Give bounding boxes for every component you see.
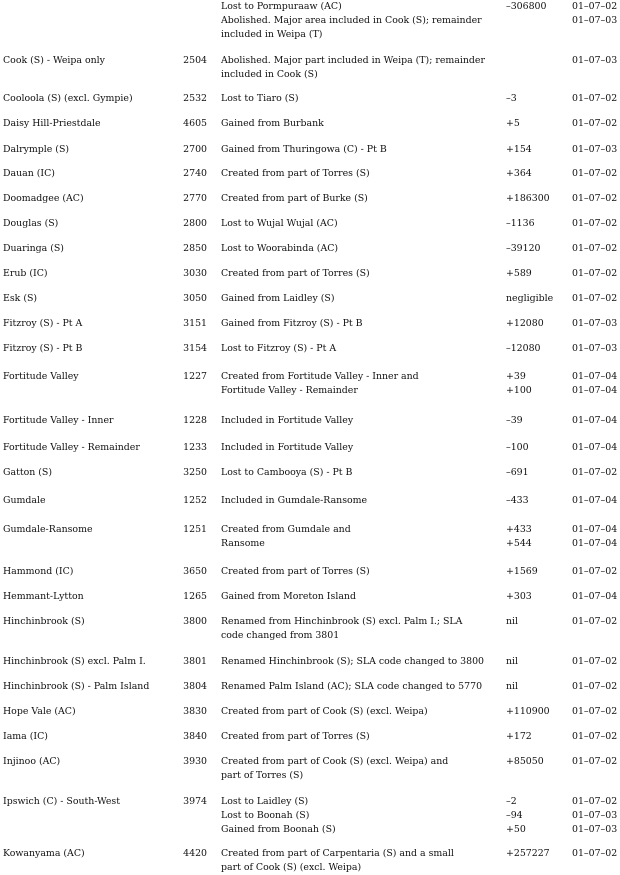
effective-date-line: 01–07–02: [572, 293, 618, 304]
population-change-line: +1569: [506, 566, 538, 577]
effective-date-line: 01–07–02: [572, 218, 618, 229]
change-description-line: Created from part of Cook (S) (excl. Weipa) and: [221, 756, 449, 767]
population-change-line: –691: [506, 467, 529, 478]
population-change-line: +544: [506, 538, 532, 549]
change-description: [221, 0, 496, 42]
change-description-line: Lost to Cambooya (S) - Pt B: [221, 467, 353, 478]
sla-code: 3800: [183, 616, 207, 627]
population-change: [506, 92, 517, 106]
population-change-line: nil: [506, 616, 519, 627]
change-description-line: Created from Gumdale and: [221, 524, 351, 535]
effective-date-line: 01–07–02: [572, 118, 618, 129]
population-change-line: negligible: [506, 293, 554, 304]
sla-code: 2532: [183, 93, 207, 104]
change-description: [221, 292, 496, 306]
change-description: [221, 847, 496, 875]
effective-date: [572, 167, 617, 181]
change-description-line: Created from part of Cook (S) (excl. Weipa): [221, 706, 428, 717]
population-change-line: –1136: [506, 218, 535, 229]
population-change-line: +154: [506, 144, 532, 155]
effective-date: [572, 655, 617, 669]
sla-name: Kowanyama (AC): [3, 848, 85, 859]
effective-date-line: 01–07–02: [572, 681, 618, 692]
sla-code: 3830: [183, 706, 207, 717]
effective-date-line: 01–07–02: [572, 848, 618, 859]
effective-date-line: 01–07–04: [572, 591, 618, 602]
sla-name: Hinchinbrook (S) excl. Palm I.: [3, 656, 146, 667]
change-description: [221, 167, 496, 181]
change-description: [221, 565, 496, 579]
change-description: [221, 342, 496, 356]
effective-date: [572, 565, 617, 579]
effective-date: [572, 466, 617, 480]
population-change-line: –94: [506, 810, 523, 821]
effective-date-line: 01–07–02: [572, 193, 618, 204]
effective-date: [572, 730, 617, 744]
population-change-line: +589: [506, 268, 532, 279]
population-change: [506, 494, 529, 508]
effective-date-line: 01–07–04: [572, 385, 618, 396]
change-description-line: included in Weipa (T): [221, 29, 323, 40]
effective-date-line: 01–07–02: [572, 756, 618, 767]
sla-name: Douglas (S): [3, 218, 59, 229]
effective-date: [572, 0, 617, 28]
population-change-line: +5: [506, 118, 520, 129]
change-description: [221, 370, 496, 398]
population-change-line: +257227: [506, 848, 550, 859]
population-change: [506, 615, 518, 629]
change-description-line: Created from part of Carpentaria (S) and a small: [221, 848, 454, 859]
effective-date-line: 01–07–02: [572, 566, 618, 577]
sla-name: Fortitude Valley - Inner: [3, 415, 114, 426]
effective-date-line: 01–07–02: [572, 1, 618, 12]
effective-date: [572, 292, 617, 306]
population-change-line: +85050: [506, 756, 544, 767]
sla-name: Injinoo (AC): [3, 756, 61, 767]
sla-code: 4605: [183, 118, 207, 129]
population-change-line: –2: [506, 796, 517, 807]
sla-code: 3801: [183, 656, 207, 667]
effective-date-line: 01–07–04: [572, 495, 618, 506]
effective-date-line: 01–07–02: [572, 467, 618, 478]
effective-date: [572, 523, 617, 551]
effective-date-line: 01–07–03: [572, 824, 618, 835]
effective-date-line: 01–07–02: [572, 796, 618, 807]
population-change-line: +39: [506, 371, 526, 382]
change-description-line: Lost to Boonah (S): [221, 810, 310, 821]
population-change: [506, 143, 532, 157]
effective-date-line: 01–07–02: [572, 706, 618, 717]
change-description-line: Created from Fortitude Valley - Inner and: [221, 371, 419, 382]
sla-name: Fortitude Valley - Remainder: [3, 442, 140, 453]
change-description-line: Created from part of Torres (S): [221, 731, 370, 742]
effective-date: [572, 342, 617, 356]
sla-name: Dalrymple (S): [3, 144, 70, 155]
sla-name: Gumdale: [3, 495, 46, 506]
change-description: [221, 730, 496, 744]
population-change: [506, 565, 538, 579]
effective-date: [572, 317, 617, 331]
effective-date-line: 01–07–03: [572, 55, 618, 66]
sla-code: 2800: [183, 218, 207, 229]
effective-date-line: 01–07–04: [572, 415, 618, 426]
change-description-line: part of Cook (S) (excl. Weipa): [221, 862, 362, 873]
effective-date: [572, 117, 617, 131]
population-change-line: +433: [506, 524, 532, 535]
population-change: [506, 267, 532, 281]
sla-code: 3030: [183, 268, 207, 279]
sla-code: 3974: [183, 796, 207, 807]
population-change: [506, 317, 544, 331]
population-change-line: +303: [506, 591, 532, 602]
sla-code: 1228: [183, 415, 207, 426]
sla-code: 3840: [183, 731, 207, 742]
population-change: [506, 680, 518, 694]
effective-date-line: 01–07–02: [572, 268, 618, 279]
population-change: [506, 795, 526, 837]
population-change: [506, 755, 544, 769]
change-description-line: Abolished. Major area included in Cook (S); remainder: [221, 15, 482, 26]
sla-name: Hinchinbrook (S): [3, 616, 85, 627]
effective-date-line: 01–07–03: [572, 144, 618, 155]
effective-date: [572, 705, 617, 719]
effective-date: [572, 267, 617, 281]
sla-name: Erub (IC): [3, 268, 48, 279]
sla-name: Ipswich (C) - South-West: [3, 796, 120, 807]
change-description: [221, 494, 496, 508]
sla-code: 3151: [183, 318, 207, 329]
sla-code: 1252: [183, 495, 207, 506]
sla-code: 1233: [183, 442, 207, 453]
change-description-line: Lost to Laidley (S): [221, 796, 309, 807]
change-description: [221, 317, 496, 331]
sla-name: Hinchinbrook (S) - Palm Island: [3, 681, 150, 692]
change-description-line: Included in Fortitude Valley: [221, 415, 354, 426]
sla-name: Cooloola (S) (excl. Gympie): [3, 93, 133, 104]
effective-date-line: 01–07–03: [572, 15, 618, 26]
sla-code: 3804: [183, 681, 207, 692]
population-change-line: +12080: [506, 318, 544, 329]
change-description-line: Created from part of Torres (S): [221, 268, 370, 279]
sla-code: 2504: [183, 55, 207, 66]
effective-date: [572, 680, 617, 694]
population-change-line: +364: [506, 168, 532, 179]
effective-date: [572, 441, 617, 455]
effective-date-line: 01–07–02: [572, 616, 618, 627]
population-change: [506, 414, 523, 428]
sla-name: Doomadgee (AC): [3, 193, 84, 204]
effective-date-line: 01–07–02: [572, 656, 618, 667]
effective-date: [572, 755, 617, 769]
effective-date: [572, 615, 617, 629]
population-change: [506, 523, 532, 551]
change-description-line: Included in Gumdale-Ransome: [221, 495, 368, 506]
change-description: [221, 655, 496, 669]
population-change: [506, 342, 541, 356]
effective-date: [572, 92, 617, 106]
change-description: [221, 466, 496, 480]
effective-date: [572, 192, 617, 206]
sla-code: 2740: [183, 168, 207, 179]
change-description-line: Gained from Thuringowa (C) - Pt B: [221, 144, 387, 155]
sla-code: 1265: [183, 591, 207, 602]
effective-date-line: 01–07–02: [572, 168, 618, 179]
change-description-line: Abolished. Major part included in Weipa (T); remainder: [221, 55, 485, 66]
effective-date-line: 01–07–02: [572, 93, 618, 104]
effective-date: [572, 370, 617, 398]
population-change: [506, 292, 553, 306]
sla-code: 2700: [183, 144, 207, 155]
sla-name: Hammond (IC): [3, 566, 74, 577]
effective-date: [572, 242, 617, 256]
change-description-line: Ransome: [221, 538, 265, 549]
population-change-line: –100: [506, 442, 529, 453]
sla-code: 1227: [183, 371, 207, 382]
change-description: [221, 680, 496, 694]
sla-name: Gatton (S): [3, 467, 53, 478]
change-description-line: Created from part of Torres (S): [221, 168, 370, 179]
change-description: [221, 192, 496, 206]
change-description-line: Renamed from Hinchinbrook (S) excl. Palm I.; SLA: [221, 616, 463, 627]
change-description-line: Lost to Pormpuraaw (AC): [221, 1, 342, 12]
effective-date: [572, 847, 617, 861]
effective-date: [572, 494, 617, 508]
change-description-line: Created from part of Burke (S): [221, 193, 368, 204]
sla-code: 3154: [183, 343, 207, 354]
change-description-line: Gained from Moreton Island: [221, 591, 356, 602]
population-change: [506, 192, 550, 206]
sla-name: Gumdale-Ransome: [3, 524, 93, 535]
change-description: [221, 441, 496, 455]
change-description-line: Lost to Woorabinda (AC): [221, 243, 339, 254]
population-change-line: –433: [506, 495, 529, 506]
effective-date-line: 01–07–03: [572, 318, 618, 329]
change-description-line: Created from part of Torres (S): [221, 566, 370, 577]
population-change-line: nil: [506, 656, 519, 667]
change-description: [221, 267, 496, 281]
change-description: [221, 795, 496, 837]
population-change: [506, 847, 550, 861]
population-change-line: +186300: [506, 193, 550, 204]
sla-name: Esk (S): [3, 293, 38, 304]
population-change: [506, 0, 546, 14]
change-description: [221, 242, 496, 256]
change-description: [221, 705, 496, 719]
population-change-line: +50: [506, 824, 526, 835]
effective-date: [572, 414, 617, 428]
change-description-line: Included in Fortitude Valley: [221, 442, 354, 453]
change-description: [221, 523, 496, 551]
sla-code: 3050: [183, 293, 207, 304]
effective-date: [572, 217, 617, 231]
sla-name: Fitzroy (S) - Pt A: [3, 318, 83, 329]
population-change-line: –12080: [506, 343, 541, 354]
sla-code: 1251: [183, 524, 207, 535]
change-description: [221, 92, 496, 106]
population-change: [506, 167, 532, 181]
population-change-line: –3: [506, 93, 517, 104]
change-description-line: part of Torres (S): [221, 770, 304, 781]
change-description-line: Lost to Tiaro (S): [221, 93, 299, 104]
population-change: [506, 730, 532, 744]
effective-date: [572, 795, 617, 837]
sla-name: Duaringa (S): [3, 243, 64, 254]
change-description: [221, 143, 496, 157]
sla-code: 3930: [183, 756, 207, 767]
change-description-line: Fortitude Valley - Remainder: [221, 385, 358, 396]
change-description-line: Renamed Palm Island (AC); SLA code changed to 5770: [221, 681, 483, 692]
effective-date-line: 01–07–02: [572, 243, 618, 254]
effective-date-line: 01–07–04: [572, 442, 618, 453]
change-description: [221, 615, 496, 643]
population-change-line: +172: [506, 731, 532, 742]
effective-date-line: 01–07–04: [572, 524, 618, 535]
population-change-line: –39: [506, 415, 523, 426]
sla-name: Cook (S) - Weipa only: [3, 55, 105, 66]
population-change: [506, 655, 518, 669]
population-change-line: nil: [506, 681, 519, 692]
change-description-line: code changed from 3801: [221, 630, 340, 641]
change-description-line: Renamed Hinchinbrook (S); SLA code changed to 3800: [221, 656, 485, 667]
effective-date-line: 01–07–03: [572, 810, 618, 821]
sla-name: Fortitude Valley: [3, 371, 79, 382]
change-description: [221, 54, 496, 82]
population-change-line: –39120: [506, 243, 541, 254]
sla-name: Fitzroy (S) - Pt B: [3, 343, 83, 354]
change-description-line: Gained from Fitzroy (S) - Pt B: [221, 318, 363, 329]
population-change: [506, 590, 532, 604]
sla-name: Dauan (IC): [3, 168, 55, 179]
population-change: [506, 466, 529, 480]
sla-name: Hemmant-Lytton: [3, 591, 84, 602]
sla-name: Iama (IC): [3, 731, 48, 742]
population-change: [506, 117, 520, 131]
sla-name: Hope Vale (AC): [3, 706, 76, 717]
effective-date: [572, 54, 617, 68]
effective-date: [572, 590, 617, 604]
population-change: [506, 217, 535, 231]
population-change: [506, 441, 529, 455]
change-description: [221, 117, 496, 131]
change-description-line: Gained from Burbank: [221, 118, 324, 129]
sla-name: Daisy Hill-Priestdale: [3, 118, 101, 129]
population-change: [506, 370, 532, 398]
change-description-line: Gained from Laidley (S): [221, 293, 335, 304]
effective-date-line: 01–07–04: [572, 371, 618, 382]
change-description-line: Lost to Wujal Wujal (AC): [221, 218, 338, 229]
sla-code: 3650: [183, 566, 207, 577]
change-description-line: Lost to Fitzroy (S) - Pt A: [221, 343, 337, 354]
change-description: [221, 755, 496, 783]
population-change-line: +100: [506, 385, 532, 396]
population-change-line: –306800: [506, 1, 547, 12]
effective-date-line: 01–07–03: [572, 343, 618, 354]
population-change: [506, 242, 541, 256]
effective-date-line: 01–07–04: [572, 538, 618, 549]
change-description: [221, 414, 496, 428]
sla-code: 2850: [183, 243, 207, 254]
sla-code: 4420: [183, 848, 207, 859]
sla-code: 2770: [183, 193, 207, 204]
change-description: [221, 590, 496, 604]
effective-date-line: 01–07–02: [572, 731, 618, 742]
population-change: [506, 705, 550, 719]
sla-code: 3250: [183, 467, 207, 478]
change-description-line: Gained from Boonah (S): [221, 824, 336, 835]
population-change-line: +110900: [506, 706, 550, 717]
change-description-line: included in Cook (S): [221, 69, 318, 80]
change-description: [221, 217, 496, 231]
effective-date: [572, 143, 617, 157]
